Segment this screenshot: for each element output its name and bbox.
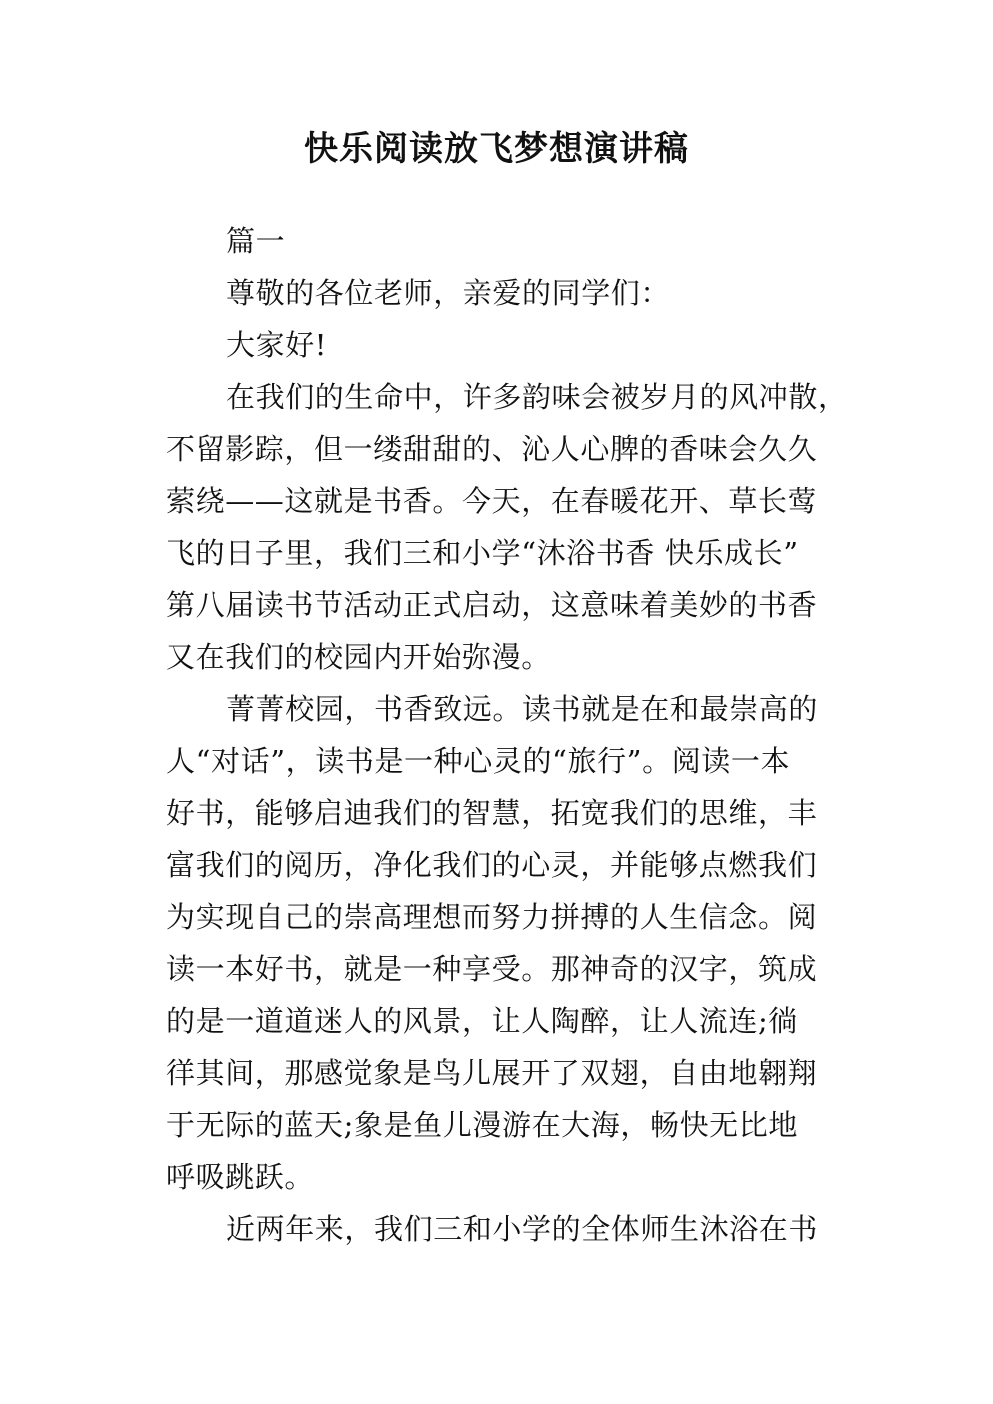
section-label: 篇一 xyxy=(226,224,286,258)
paragraph-2-line: 好书，能够启迪我们的智慧，拓宽我们的思维，丰 xyxy=(166,796,818,830)
paragraph-2-line: 的是一道道迷人的风景，让人陶醉，让人流连;徜 xyxy=(166,1004,798,1038)
paragraph-2-line: 菁菁校园，书香致远。读书就是在和最崇高的 xyxy=(226,692,819,726)
paragraph-1-line: 第八届读书节活动正式启动，这意味着美妙的书香 xyxy=(166,588,818,622)
paragraph-1-line: 又在我们的校园内开始弥漫。 xyxy=(166,640,551,674)
paragraph-1-line: 飞的日子里，我们三和小学“沐浴书香 快乐成长” xyxy=(166,536,799,570)
paragraph-3-line: 近两年来，我们三和小学的全体师生沐浴在书 xyxy=(226,1212,819,1246)
document-title: 快乐阅读放飞梦想演讲稿 xyxy=(304,129,689,169)
paragraph-1-line: 在我们的生命中，许多韵味会被岁月的风冲散， xyxy=(226,380,848,414)
paragraph-2-line: 人“对话”，读书是一种心灵的“旅行”。阅读一本 xyxy=(166,744,791,778)
paragraph-2-line: 呼吸跳跃。 xyxy=(166,1160,315,1194)
salutation: 尊敬的各位老师，亲爱的同学们： xyxy=(226,276,671,310)
paragraph-2-line: 徉其间，那感觉象是鸟儿展开了双翅，自由地翱翔 xyxy=(166,1056,818,1090)
paragraph-2-line: 为实现自己的崇高理想而努力拼搏的人生信念。阅 xyxy=(166,900,818,934)
paragraph-2-line: 读一本好书，就是一种享受。那神奇的汉字，筑成 xyxy=(166,952,818,986)
paragraph-1-line: 不留影踪，但一缕甜甜的、沁人心脾的香味会久久 xyxy=(166,432,818,466)
document-body xyxy=(166,215,848,1255)
greeting: 大家好! xyxy=(226,328,328,362)
paragraph-2-line: 富我们的阅历，净化我们的心灵，并能够点燃我们 xyxy=(166,848,818,882)
paragraph-1-line: 萦绕——这就是书香。今天，在春暖花开、草长莺 xyxy=(166,484,818,518)
paragraph-2-line: 于无际的蓝天;象是鱼儿漫游在大海，畅快无比地 xyxy=(166,1108,798,1142)
